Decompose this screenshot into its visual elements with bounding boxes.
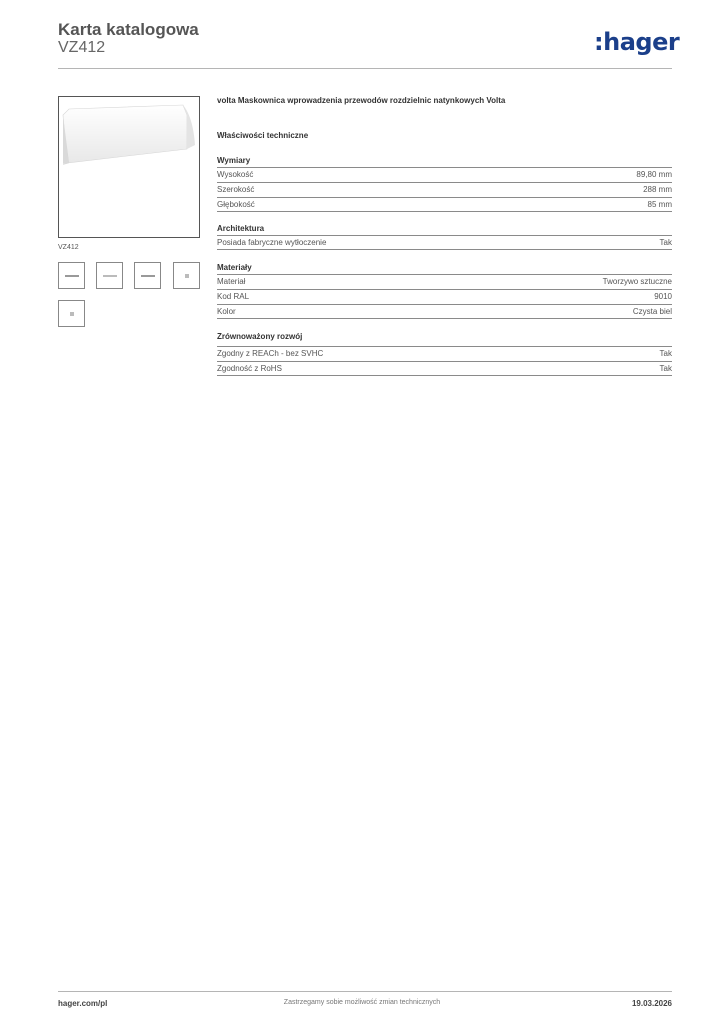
group-title-architecture: Architektura [217,224,265,233]
thumbnail-preview-icon [103,275,117,277]
thumbnail-preview-icon [185,274,189,278]
spec-value: 9010 [654,292,672,301]
spec-label: Głębokość [217,200,255,209]
header-divider [58,68,672,69]
spec-label: Posiada fabryczne wytłoczenie [217,238,327,247]
thumbnail-3[interactable] [134,262,161,289]
group-title-sustainability: Zrównoważony rozwój [217,332,303,341]
spec-label: Kod RAL [217,292,250,301]
spec-value: Tak [659,238,672,247]
group-title-materials: Materiały [217,263,252,272]
spec-row [217,235,672,250]
spec-row [217,167,672,182]
footer-divider [58,991,672,992]
spec-row [217,182,672,197]
spec-label: Kolor [217,307,236,316]
logo-text: hager [603,28,680,56]
page-title: Karta katalogowa [58,20,199,39]
thumbnail-4[interactable] [173,262,200,289]
spec-value: 288 mm [643,185,672,194]
spec-label: Wysokość [217,170,254,179]
spec-row [217,346,672,361]
footer-disclaimer: Zastrzegamy sobie możliwość zmian technicznych [283,999,441,1006]
thumbnail-1[interactable] [58,262,85,289]
thumbnail-preview-icon [70,312,74,316]
group-title-dimensions: Wymiary [217,156,251,165]
hager-logo [594,28,679,56]
spec-value: Tworzywo sztuczne [602,277,672,286]
spec-row [217,197,672,212]
main-product-image [58,96,200,238]
spec-value: Tak [659,349,672,358]
spec-row [217,361,672,376]
spec-label: Zgodność z RoHS [217,364,282,373]
spec-row [217,289,672,304]
specs-heading: Właściwości techniczne [217,131,309,140]
spec-row [217,274,672,289]
spec-row [217,304,672,319]
thumbnail-5[interactable] [58,300,85,327]
thumbnail-preview-icon [65,275,79,277]
spec-value: Czysta biel [632,307,672,316]
page-subtitle: VZ412 [58,39,106,56]
spec-value: 89,80 mm [636,170,672,179]
product-cover-illustration [59,97,199,237]
spec-label: Szerokość [217,185,255,194]
spec-label: Materiał [217,277,246,286]
spec-label: Zgodny z REACh - bez SVHC [217,349,324,358]
image-caption: VZ412 [58,244,79,251]
thumbnail-preview-icon [141,275,155,277]
thumbnail-2[interactable] [96,262,123,289]
spec-value: 85 mm [647,200,672,209]
logo-dots-icon: : [594,28,604,56]
spec-value: Tak [659,364,672,373]
product-description: volta Maskownica wprowadzenia przewodów rozdzielnic natynkowych Volta [217,96,506,105]
footer-website-link[interactable]: hager.com/pl [58,999,108,1008]
footer-date: 19.03.2026 [631,999,672,1008]
